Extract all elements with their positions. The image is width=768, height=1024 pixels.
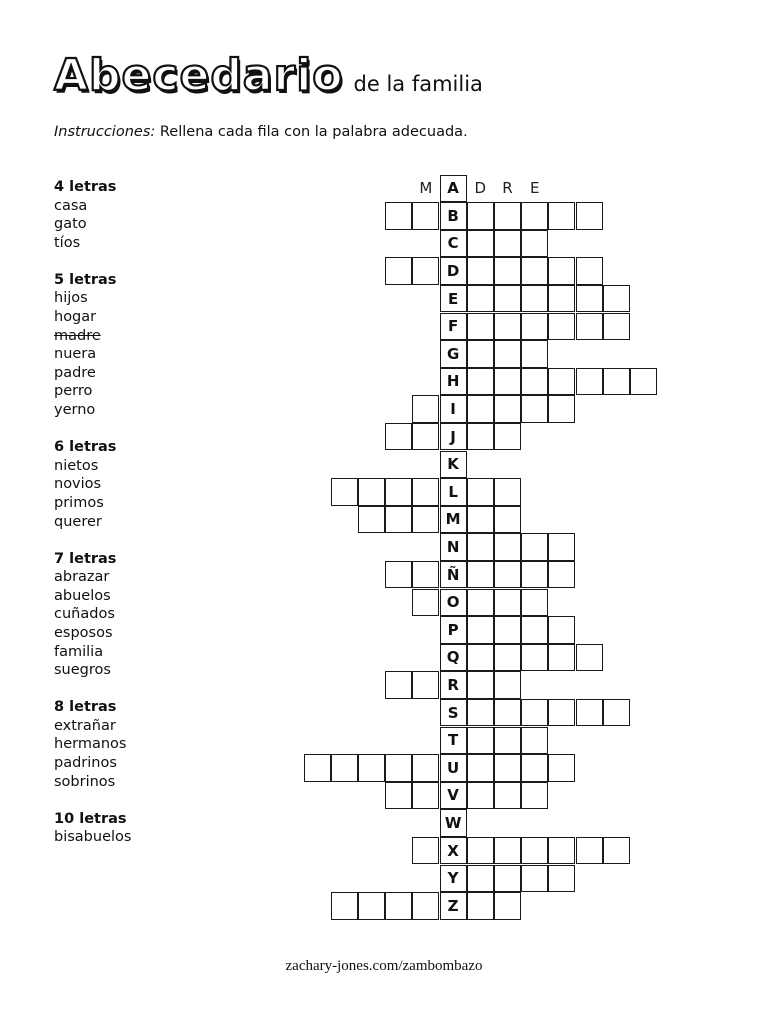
answer-cell[interactable]	[603, 699, 630, 727]
word-group-heading: 7 letras	[54, 550, 117, 567]
word-item: yerno	[54, 402, 96, 419]
answer-cell[interactable]	[467, 782, 494, 810]
answer-cell[interactable]	[494, 644, 521, 672]
answer-cell[interactable]	[412, 506, 439, 534]
word-group	[54, 178, 131, 252]
word-item: hijos	[54, 290, 88, 307]
answer-cell[interactable]	[358, 754, 385, 782]
answer-cell[interactable]	[576, 368, 603, 396]
word-item: esposos	[54, 624, 113, 641]
answer-cell[interactable]	[494, 533, 521, 561]
prefilled-letter: D	[467, 175, 494, 203]
answer-cell[interactable]	[521, 727, 548, 755]
answer-cell[interactable]	[494, 257, 521, 285]
answer-cell[interactable]	[494, 837, 521, 865]
word-item: tíos	[54, 234, 81, 251]
answer-cell[interactable]	[548, 644, 575, 672]
answer-cell[interactable]	[494, 589, 521, 617]
answer-cell[interactable]	[521, 644, 548, 672]
answer-cell[interactable]	[576, 285, 603, 313]
key-letter-cell: Y	[440, 865, 467, 893]
key-letter-cell: L	[440, 478, 467, 506]
prefilled-letter: M	[412, 175, 439, 203]
answer-cell[interactable]	[494, 727, 521, 755]
answer-cell[interactable]	[521, 837, 548, 865]
word-item: extrañar	[54, 717, 116, 734]
word-group-heading: 8 letras	[54, 699, 117, 716]
word-item: novios	[54, 476, 102, 493]
answer-cell[interactable]	[412, 782, 439, 810]
answer-cell[interactable]	[548, 561, 575, 589]
key-letter-cell: T	[440, 727, 467, 755]
footer-url: zachary-jones.com/zambombazo	[285, 958, 483, 974]
word-item: bisabuelos	[54, 829, 132, 846]
answer-cell[interactable]	[331, 478, 358, 506]
answer-cell[interactable]	[412, 423, 439, 451]
answer-cell[interactable]	[576, 837, 603, 865]
answer-cell[interactable]	[548, 285, 575, 313]
answer-cell[interactable]	[385, 754, 412, 782]
key-letter-cell: X	[440, 837, 467, 865]
answer-cell[interactable]	[521, 313, 548, 341]
answer-cell[interactable]	[521, 616, 548, 644]
word-group	[54, 271, 131, 420]
title-main: Abecedario	[54, 50, 344, 101]
key-letter-cell: H	[440, 368, 467, 396]
answer-cell[interactable]	[304, 754, 331, 782]
key-letter-cell: N	[440, 533, 467, 561]
answer-cell[interactable]	[412, 395, 439, 423]
answer-cell[interactable]	[548, 368, 575, 396]
answer-cell[interactable]	[521, 561, 548, 589]
word-item: abrazar	[54, 569, 110, 586]
answer-cell[interactable]	[467, 727, 494, 755]
key-letter-cell: F	[440, 313, 467, 341]
answer-cell[interactable]	[603, 285, 630, 313]
answer-cell[interactable]	[331, 892, 358, 920]
answer-cell[interactable]	[385, 423, 412, 451]
word-item: sobrinos	[54, 773, 116, 790]
answer-cell[interactable]	[521, 202, 548, 230]
answer-cell[interactable]	[521, 285, 548, 313]
word-list	[54, 178, 131, 865]
key-letter-cell: D	[440, 257, 467, 285]
key-letter-cell: Ñ	[440, 561, 467, 589]
instructions-text: Rellena cada fila con la palabra adecuada.	[155, 124, 468, 140]
answer-cell[interactable]	[467, 589, 494, 617]
answer-cell[interactable]	[548, 865, 575, 893]
key-letter-cell: R	[440, 671, 467, 699]
word-item: padre	[54, 364, 96, 381]
answer-cell[interactable]	[412, 671, 439, 699]
answer-cell[interactable]	[467, 230, 494, 258]
word-item: padrinos	[54, 755, 117, 772]
answer-cell[interactable]	[467, 313, 494, 341]
answer-cell[interactable]	[358, 506, 385, 534]
answer-cell[interactable]	[494, 230, 521, 258]
answer-cell[interactable]	[548, 837, 575, 865]
answer-cell[interactable]	[548, 616, 575, 644]
key-letter-cell: W	[440, 809, 467, 837]
answer-cell[interactable]	[467, 506, 494, 534]
answer-cell[interactable]	[467, 395, 494, 423]
answer-cell[interactable]	[548, 257, 575, 285]
answer-cell[interactable]	[521, 699, 548, 727]
answer-cell[interactable]	[412, 257, 439, 285]
key-letter-cell: U	[440, 754, 467, 782]
answer-cell[interactable]	[521, 782, 548, 810]
answer-cell[interactable]	[548, 313, 575, 341]
key-letter-cell: I	[440, 395, 467, 423]
answer-cell[interactable]	[521, 589, 548, 617]
answer-cell[interactable]	[467, 699, 494, 727]
answer-cell[interactable]	[467, 837, 494, 865]
answer-cell[interactable]	[385, 671, 412, 699]
key-letter-cell: Z	[440, 892, 467, 920]
answer-cell[interactable]	[548, 754, 575, 782]
answer-cell[interactable]	[521, 395, 548, 423]
answer-cell[interactable]	[358, 478, 385, 506]
word-item: suegros	[54, 662, 111, 679]
key-letter-cell: O	[440, 589, 467, 617]
answer-cell[interactable]	[521, 533, 548, 561]
answer-cell[interactable]	[412, 754, 439, 782]
answer-cell[interactable]	[630, 368, 657, 396]
word-group	[54, 438, 131, 531]
answer-cell[interactable]	[467, 478, 494, 506]
answer-cell[interactable]	[385, 506, 412, 534]
key-letter-cell: E	[440, 285, 467, 313]
answer-cell[interactable]	[494, 506, 521, 534]
answer-cell[interactable]	[385, 892, 412, 920]
answer-cell[interactable]	[412, 478, 439, 506]
answer-cell[interactable]	[467, 202, 494, 230]
answer-cell[interactable]	[521, 230, 548, 258]
answer-cell[interactable]	[494, 892, 521, 920]
answer-cell[interactable]	[467, 892, 494, 920]
answer-cell[interactable]	[494, 202, 521, 230]
answer-cell[interactable]	[494, 671, 521, 699]
answer-cell[interactable]	[412, 561, 439, 589]
answer-cell[interactable]	[385, 478, 412, 506]
key-letter-cell: A	[440, 175, 467, 203]
answer-cell[interactable]	[412, 589, 439, 617]
answer-cell[interactable]	[331, 754, 358, 782]
answer-cell[interactable]	[521, 340, 548, 368]
word-item: hermanos	[54, 736, 127, 753]
key-letter-cell: P	[440, 616, 467, 644]
answer-cell[interactable]	[494, 782, 521, 810]
word-group	[54, 810, 131, 847]
word-group-heading: 5 letras	[54, 271, 117, 288]
answer-cell[interactable]	[548, 533, 575, 561]
answer-cell[interactable]	[467, 368, 494, 396]
answer-cell[interactable]	[385, 782, 412, 810]
answer-cell[interactable]	[412, 837, 439, 865]
answer-cell[interactable]	[494, 340, 521, 368]
word-item: madre	[54, 327, 101, 344]
answer-cell[interactable]	[576, 202, 603, 230]
answer-cell[interactable]	[467, 340, 494, 368]
key-letter-cell: S	[440, 699, 467, 727]
answer-cell[interactable]	[467, 533, 494, 561]
title-subtitle: de la familia	[353, 72, 483, 96]
answer-cell[interactable]	[494, 616, 521, 644]
answer-cell[interactable]	[603, 313, 630, 341]
answer-cell[interactable]	[548, 699, 575, 727]
word-item: querer	[54, 513, 102, 530]
key-letter-cell: J	[440, 423, 467, 451]
prefilled-letter: R	[494, 175, 521, 203]
answer-cell[interactable]	[385, 561, 412, 589]
answer-cell[interactable]	[494, 699, 521, 727]
answer-cell[interactable]	[521, 754, 548, 782]
word-item: abuelos	[54, 587, 111, 604]
key-letter-cell: G	[440, 340, 467, 368]
answer-cell[interactable]	[548, 202, 575, 230]
word-group	[54, 550, 131, 680]
answer-cell[interactable]	[548, 395, 575, 423]
word-item: perro	[54, 383, 93, 400]
answer-cell[interactable]	[467, 285, 494, 313]
answer-cell[interactable]	[385, 257, 412, 285]
word-item: nietos	[54, 457, 99, 474]
answer-cell[interactable]	[576, 313, 603, 341]
word-group-heading: 6 letras	[54, 439, 117, 456]
word-item: familia	[54, 643, 104, 660]
word-item: cuñados	[54, 606, 115, 623]
answer-cell[interactable]	[576, 699, 603, 727]
answer-cell[interactable]	[521, 257, 548, 285]
answer-cell[interactable]	[494, 865, 521, 893]
instructions-label: Instrucciones:	[54, 124, 156, 140]
word-group-heading: 10 letras	[54, 810, 127, 827]
answer-cell[interactable]	[494, 478, 521, 506]
word-group-heading: 4 letras	[54, 179, 117, 195]
answer-cell[interactable]	[494, 368, 521, 396]
answer-cell[interactable]	[494, 754, 521, 782]
answer-cell[interactable]	[412, 202, 439, 230]
answer-cell[interactable]	[412, 892, 439, 920]
key-letter-cell: B	[440, 202, 467, 230]
answer-cell[interactable]	[603, 837, 630, 865]
answer-cell[interactable]	[467, 644, 494, 672]
answer-cell[interactable]	[467, 423, 494, 451]
instructions	[54, 124, 468, 140]
word-item: gato	[54, 216, 87, 233]
answer-cell[interactable]	[494, 395, 521, 423]
word-item: primos	[54, 494, 104, 511]
key-letter-cell: V	[440, 782, 467, 810]
answer-cell[interactable]	[576, 644, 603, 672]
answer-cell[interactable]	[467, 671, 494, 699]
word-group	[54, 698, 131, 791]
word-item: hogar	[54, 309, 97, 326]
answer-cell[interactable]	[358, 892, 385, 920]
word-item: casa	[54, 197, 88, 214]
answer-cell[interactable]	[467, 561, 494, 589]
answer-cell[interactable]	[576, 257, 603, 285]
key-letter-cell: C	[440, 230, 467, 258]
answer-cell[interactable]	[494, 423, 521, 451]
answer-cell[interactable]	[494, 561, 521, 589]
prefilled-letter: E	[521, 175, 548, 203]
page-title	[54, 50, 483, 101]
answer-cell[interactable]	[467, 257, 494, 285]
key-letter-cell: M	[440, 506, 467, 534]
key-letter-cell: K	[440, 451, 467, 479]
answer-cell[interactable]	[521, 368, 548, 396]
answer-cell[interactable]	[467, 754, 494, 782]
key-letter-cell: Q	[440, 644, 467, 672]
answer-cell[interactable]	[494, 285, 521, 313]
answer-cell[interactable]	[467, 616, 494, 644]
word-item: nuera	[54, 346, 97, 363]
answer-cell[interactable]	[494, 313, 521, 341]
answer-cell[interactable]	[385, 202, 412, 230]
answer-cell[interactable]	[467, 865, 494, 893]
answer-cell[interactable]	[521, 865, 548, 893]
answer-cell[interactable]	[603, 368, 630, 396]
